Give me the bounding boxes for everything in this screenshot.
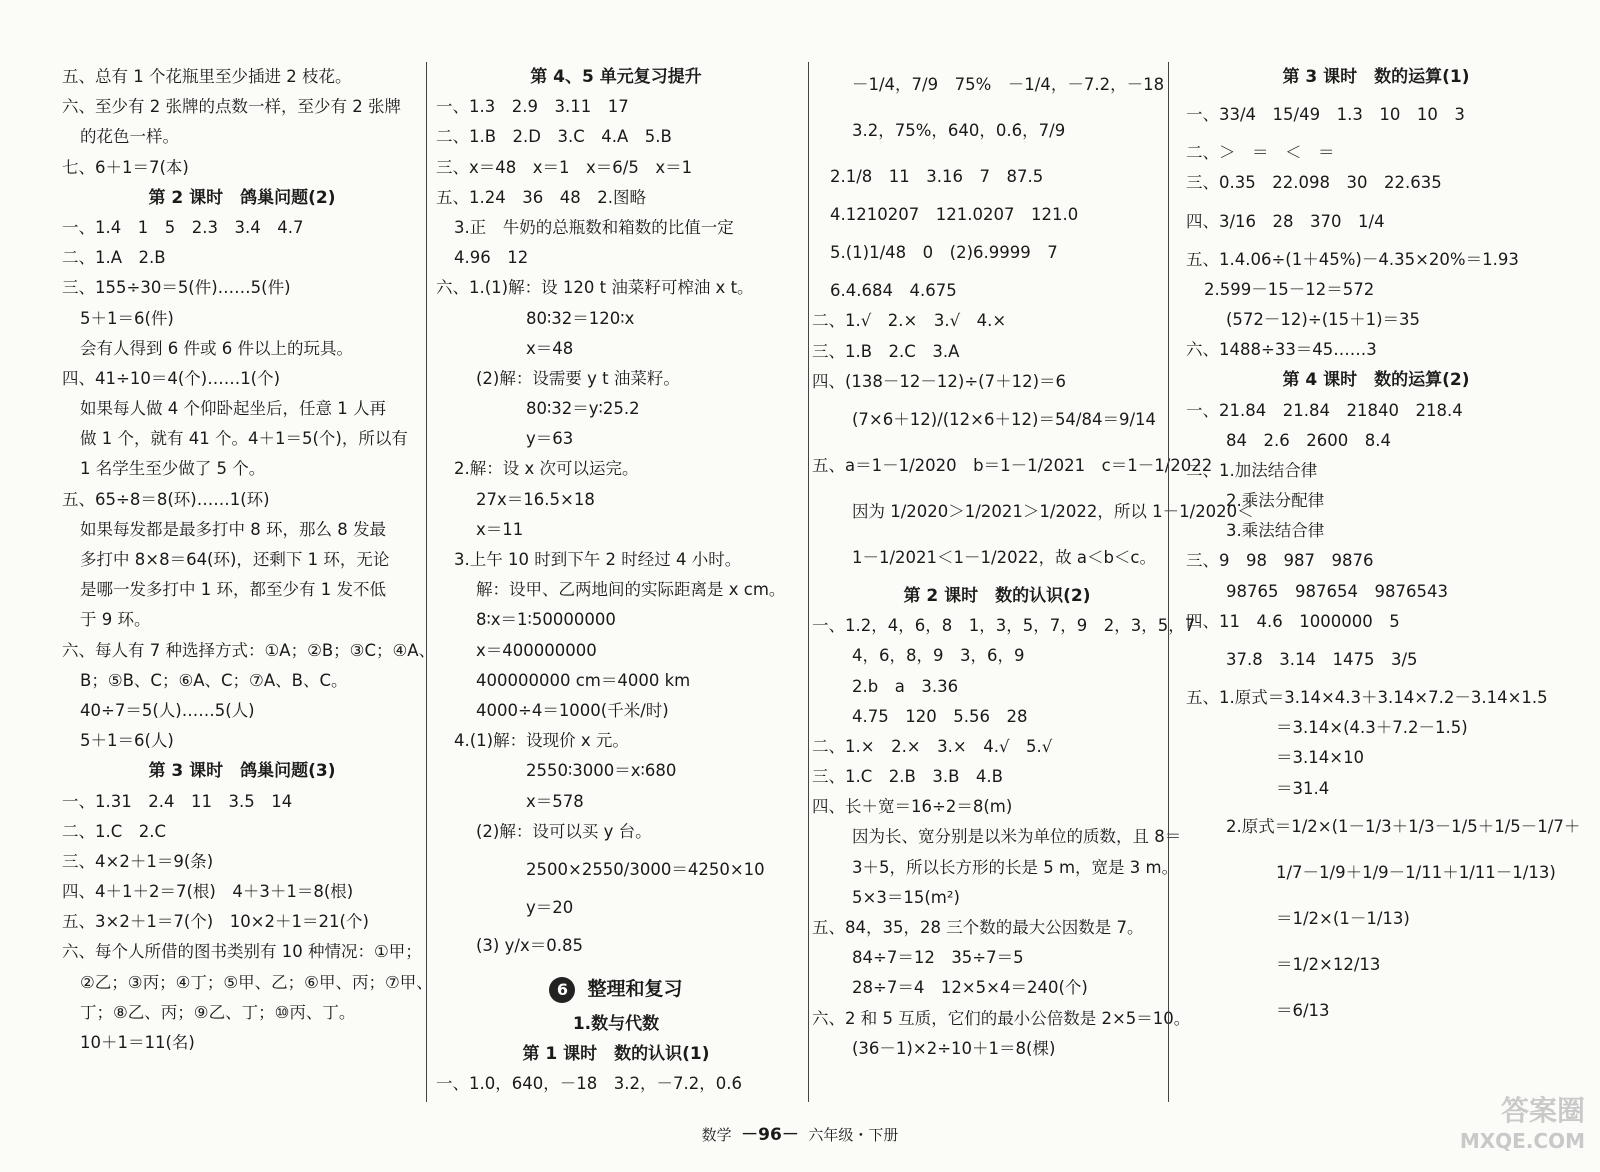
answer-line: 因为长、宽分别是以米为单位的质数，且 8＝: [852, 827, 1182, 847]
answer-line: (572－12)÷(15＋1)＝35: [1226, 309, 1421, 329]
section-heading: 第 2 课时 鸽巢问题(2): [148, 187, 336, 208]
answer-line: 六、每人有 7 种选择方式：①A；②B；③C；④A、: [62, 640, 436, 660]
answer-line: 一、1.31 2.4 11 3.5 14: [62, 791, 293, 811]
answer-line: 2.599－15－12＝572: [1204, 279, 1375, 299]
answer-line: 一、33/4 15/49 1.3 10 10 3: [1186, 105, 1465, 125]
answer-line: 2500×2550/3000＝4250×10: [526, 859, 765, 879]
answer-line: 解：设甲、乙两地间的实际距离是 x cm。: [476, 580, 786, 600]
answer-line: 2.乘法分配律: [1226, 491, 1325, 511]
answer-line: 二、1.C 2.C: [62, 821, 167, 841]
answer-line: 一、1.0，640，－18 3.2，－7.2，0.6̇: [436, 1074, 742, 1094]
answer-line: 六、1488÷33＝45……3: [1186, 340, 1377, 360]
answer-line: 3.正 牛奶的总瓶数和箱数的比值一定: [454, 217, 734, 237]
answer-line: 5＋1＝6(人): [80, 731, 174, 751]
answer-line: 5×3＝15(m²): [852, 887, 960, 907]
answer-line: 27x＝16.5×18: [476, 489, 595, 509]
answer-line: 五、1.24 36 48 2.图略: [436, 187, 646, 207]
answer-line: 二、1.加法结合律: [1186, 460, 1318, 480]
answer-line: 三、9 98 987 9876: [1186, 551, 1374, 571]
answer-line: 多打中 8×8＝64(环)，还剩下 1 环，无论: [80, 550, 390, 569]
answer-line: 2.b a 3.36: [852, 676, 959, 696]
answer-line: 是哪一发多打中 1 环，都至少有 1 发不低: [80, 580, 386, 600]
unit-number-badge: 6: [549, 977, 575, 1003]
section-heading: 第 3 课时 鸽巢问题(3): [148, 761, 336, 782]
answer-line: 六、至少有 2 张牌的点数一样，至少有 2 张牌: [62, 97, 401, 117]
answer-line: 1－1/2021＜1－1/2022，故 a＜b＜c。: [852, 547, 1156, 567]
answer-line: 一、1.2，4，6，8 1，3，5，7，9 2，3，5，7: [812, 616, 1196, 636]
section-heading: 第 4 课时 数的运算(2): [1282, 370, 1470, 391]
answer-line: 三、4×2＋1＝9(条): [62, 851, 214, 871]
answer-line: ＝3.14×(4.3＋7.2－1.5): [1276, 718, 1468, 738]
answer-line: 二、1.× 2.× 3.× 4.√ 5.√: [812, 736, 1053, 756]
answer-line: 五、a＝1－1/2020 b＝1－1/2021 c＝1－1/2022: [812, 455, 1213, 475]
answer-line: 80∶32＝120∶x: [526, 308, 635, 328]
answer-line: 五、84，35，28 三个数的最大公因数是 7。: [812, 918, 1144, 937]
answer-line: 二、1.A 2.B: [62, 248, 166, 268]
answer-line: x＝400000000: [476, 640, 597, 660]
answer-line: 8∶x＝1∶50000000: [476, 610, 616, 630]
answer-line: 六、每个人所借的图书类别有 10 种情况：①甲；: [62, 942, 422, 962]
answer-line: 28÷7＝4 12×5×4＝240(个): [852, 978, 1088, 998]
answer-line: 84÷7＝12 35÷7＝5: [852, 948, 1024, 968]
answer-line: 三、0.35 22.098 30 22.635: [1186, 173, 1442, 193]
column-divider-3: [1168, 62, 1169, 1102]
answer-line: (3) y/x＝0.85: [476, 936, 583, 956]
answer-line: 二、＞ ＝ ＜ ＝: [1186, 143, 1335, 163]
answer-line: 4.1210207 121.0207 121.0: [830, 205, 1079, 224]
answer-line: 4.(1)解：设现价 x 元。: [454, 731, 629, 751]
answer-line: (2)解：设可以买 y 台。: [476, 821, 652, 841]
answer-line: (2)解：设需要 y t 油菜籽。: [476, 368, 680, 388]
answer-line: B；⑤B、C；⑥A、C；⑦A、B、C。: [80, 670, 348, 690]
answer-line: 一、1.4 1 5 2.3 3.4 4.7: [62, 217, 304, 237]
answer-line: ＝31.4: [1276, 778, 1330, 798]
watermark-url: MXQE.COM: [1459, 1129, 1585, 1153]
answer-line: 五、1.原式＝3.14×4.3＋3.14×7.2－3.14×1.5: [1186, 688, 1548, 707]
answer-line: 六、2 和 5 互质，它们的最小公倍数是 2×5＝10。: [812, 1008, 1191, 1028]
answer-line: (36－1)×2÷10＋1＝8(棵): [852, 1038, 1056, 1058]
answer-line: 三、1.B 2.C 3.A: [812, 341, 960, 361]
answer-line: 二、1.√ 2.× 3.√ 4.×: [812, 311, 1007, 331]
answer-line: 5＋1＝6(件): [80, 308, 174, 328]
section-heading: 第 3 课时 数的运算(1): [1282, 67, 1470, 87]
page-number: －96－: [741, 1125, 799, 1145]
answer-line: 400000000 cm＝4000 km: [476, 670, 691, 690]
answer-line: 3.上午 10 时到下午 2 时经过 4 小时。: [454, 550, 742, 569]
footer-grade: 六年级・下册: [808, 1126, 899, 1144]
answer-line: x＝578: [526, 791, 584, 811]
answer-line: ②乙；③丙；④丁；⑤甲、乙；⑥甲、丙；⑦甲、: [80, 972, 433, 992]
answer-line: 五、1.4.06÷(1＋45%)－4.35×20%＝1.93: [1186, 249, 1519, 269]
answer-line: 80∶32＝y∶25.2: [526, 399, 640, 419]
column-divider-1: [426, 62, 427, 1102]
answer-line: 2.原式＝1/2×(1－1/3＋1/3－1/5＋1/5－1/7＋: [1226, 816, 1581, 836]
answer-line: x＝48: [526, 338, 574, 358]
answer-line: x＝11: [476, 519, 524, 539]
answer-line: 84 2.6 2600 8.4: [1226, 430, 1391, 450]
answer-line: 四、(138－12－12)÷(7＋12)＝6: [812, 371, 1067, 391]
watermark-logo-text: 答案圈: [1500, 1094, 1585, 1127]
answer-line: 五、总有 1 个花瓶里至少插进 2 枝花。: [62, 67, 352, 86]
answer-line: 一、21.84 21.84 21840 218.4: [1186, 400, 1463, 420]
answer-line: 3.2，75%，640，0.6̇，7/9: [852, 121, 1066, 140]
watermark: [1435, 1096, 1585, 1156]
section-heading: 第 1 课时 数的认识(1): [522, 1044, 710, 1065]
answer-line: 2550∶3000＝x∶680: [526, 761, 677, 781]
column-4: [1186, 62, 1581, 1034]
answer-line: 4，6，8，9 3，6，9: [852, 646, 1025, 666]
answer-line: －1/4，7/9 75% －1/4，－7.2，－18: [852, 75, 1165, 94]
answer-line: y＝63: [526, 429, 574, 449]
answer-line: 1/7－1/9＋1/9－1/11＋1/11－1/13): [1276, 862, 1556, 882]
answer-line: 40÷7＝5(人)……5(人): [80, 700, 255, 720]
page-footer: [0, 1120, 1600, 1145]
answer-line: 3.乘法结合律: [1226, 521, 1325, 541]
column-divider-2: [808, 62, 809, 1102]
answer-line: 2.1/8 11 3.16 7 87.5: [830, 167, 1044, 186]
unit-heading: [436, 969, 796, 1009]
answer-line: 于 9 环。: [80, 610, 151, 630]
answer-line: 三、1.C 2.B 3.B 4.B: [812, 767, 1003, 787]
answer-line: 5.(1)1/48 0 (2)6.9999 7: [830, 243, 1058, 263]
answer-line: 如果每发都是最多打中 8 环，那么 8 发最: [80, 519, 386, 539]
answer-line: 因为 1/2020＞1/2021＞1/2022，所以 1－1/2020＜: [852, 501, 1254, 521]
answer-line: 98765 987654 9876543: [1226, 581, 1448, 601]
footer-subject: 数学: [701, 1126, 732, 1144]
answer-line: 四、3/16 28 370 1/4: [1186, 211, 1385, 231]
answer-line: 六、1.(1)解：设 120 t 油菜籽可榨油 x t。: [436, 278, 754, 298]
answer-line: 四、41÷10＝4(个)……1(个): [62, 368, 281, 388]
answer-line: 4000÷4＝1000(千米/时): [476, 700, 669, 720]
answer-line: 四、11 4.6 1000000 5: [1186, 611, 1400, 631]
answer-line: 五、65÷8＝8(环)……1(环): [62, 489, 270, 509]
answer-line: 3＋5，所以长方形的长是 5 m，宽是 3 m。: [852, 857, 1179, 877]
answer-line: 五、3×2＋1＝7(个) 10×2＋1＝21(个): [62, 912, 369, 932]
answer-line: y＝20: [526, 897, 574, 917]
section-heading: 第 4、5 单元复习提升: [530, 67, 702, 87]
section-heading: 第 2 课时 数的认识(2): [903, 585, 1091, 606]
answer-line: 37.8 3.14 1475 3/5: [1226, 650, 1418, 669]
answer-line: 4.75 120 5.56 28: [852, 706, 1028, 726]
answer-line: 三、155÷30＝5(件)……5(件): [62, 278, 291, 298]
answer-line: 四、4＋1＋2＝7(根) 4＋3＋1＝8(根): [62, 882, 354, 902]
answer-line: 的花色一样。: [80, 127, 179, 147]
column-2: [436, 62, 796, 1100]
answer-line: 一、1.3 2.9 3.11 17: [436, 97, 629, 117]
answer-line: 三、x＝48 x＝1 x＝6/5 x＝1: [436, 157, 693, 177]
answer-line: ＝1/2×(1－1/13): [1276, 908, 1410, 928]
sub-heading: 1.数与代数: [572, 1014, 660, 1035]
answer-line: 如果每人做 4 个仰卧起坐后，任意 1 人再: [80, 399, 386, 419]
answer-line: ＝3.14×10: [1276, 748, 1365, 768]
answer-line: ＝6/13: [1276, 1000, 1330, 1020]
answer-line: 四、长＋宽＝16÷2＝8(m): [812, 797, 1013, 817]
answer-line: 6.4.684 4.675: [830, 281, 957, 301]
answer-line: ＝1/2×12/13: [1276, 954, 1381, 974]
answer-line: 做 1 个，就有 41 个。4＋1＝5(个)，所以有: [80, 429, 408, 449]
answer-line: 七、6＋1＝7(本): [62, 157, 189, 177]
answer-line: 丁；⑧乙、丙；⑨乙、丁；⑩丙、丁。: [80, 1002, 356, 1022]
answer-line: 10＋1＝11(名): [80, 1033, 195, 1052]
column-1: [62, 62, 436, 1058]
answer-line: 1 名学生至少做了 5 个。: [80, 459, 266, 479]
unit-title: 整理和复习: [587, 978, 683, 1001]
answer-line: 2.解：设 x 次可以运完。: [454, 459, 639, 479]
answer-line: (7×6＋12)/(12×6＋12)＝54/84＝9/14: [852, 409, 1157, 429]
answer-line: 会有人得到 6 件或 6 件以上的玩具。: [80, 338, 353, 358]
answer-line: 4.96 12: [454, 248, 529, 268]
answer-line: 二、1.B 2.D 3.C 4.A 5.B: [436, 127, 672, 147]
